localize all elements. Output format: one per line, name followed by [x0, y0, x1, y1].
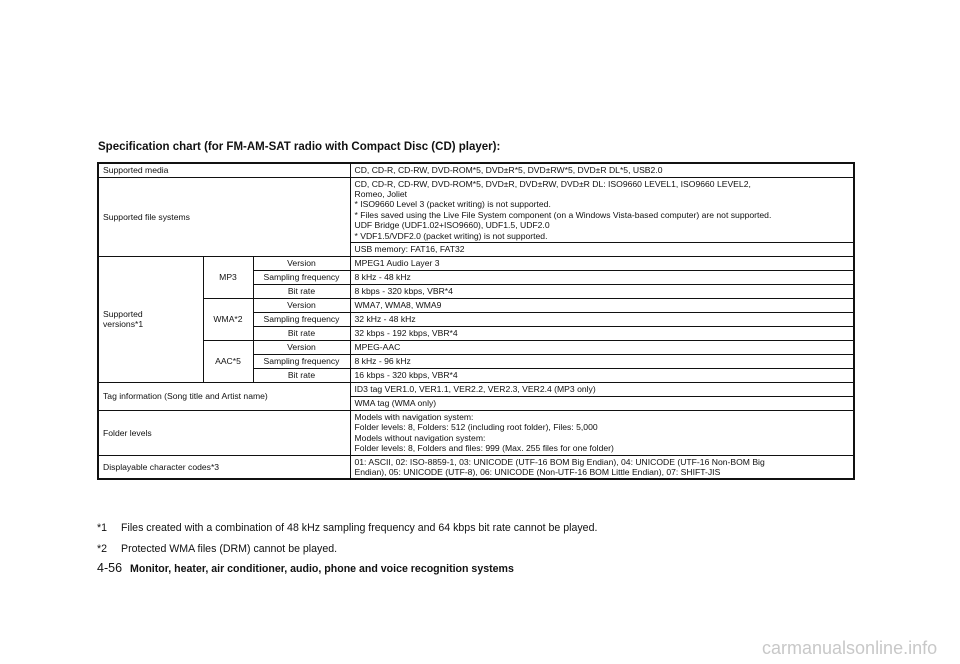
footnote-mark: *2: [97, 542, 108, 555]
row-value: [350, 410, 854, 455]
chart-title: Specification chart (for FM-AM-SAT radio with Compact Disc (CD) player):: [98, 141, 501, 153]
param-value: 8 kbps - 320 kbps, VBR*4: [350, 284, 854, 298]
page-number: 4-56: [97, 561, 123, 575]
row-label: Folder levels: [98, 410, 350, 455]
value-line: CD, CD-R, CD-RW, DVD-ROM*5, DVD±R, DVD±RW, DVD±R DL: ISO9660 LEVEL1, ISO9660 LEVEL2,: [354, 178, 751, 189]
row-label: Tag information (Song title and Artist name): [98, 382, 350, 410]
versions-label: [98, 256, 203, 382]
param-label: Sampling frequency: [253, 270, 350, 284]
versions-label-line: versions*1: [103, 319, 144, 330]
table-row: [98, 455, 854, 479]
footnote-mark: *1: [97, 521, 108, 534]
format-name: AAC*5: [203, 340, 253, 382]
table-row: [98, 382, 854, 396]
param-label: Bit rate: [253, 284, 350, 298]
value-line: Endian), 05: UNICODE (UTF-8), 06: UNICODE (Non-UTF-16 BOM Little Endian), 07: SHIFT-JIS: [354, 466, 721, 477]
value-line: UDF Bridge (UDF1.02+ISO9660), UDF1.5, UDF2.0: [354, 220, 550, 231]
row-label: Supported file systems: [98, 177, 350, 256]
row-label: Supported media: [98, 163, 350, 177]
row-value: [350, 455, 854, 479]
param-value: 32 kbps - 192 kbps, VBR*4: [350, 326, 854, 340]
table-row: [98, 177, 854, 242]
footnote: [97, 538, 597, 559]
param-value: 32 kHz - 48 kHz: [350, 312, 854, 326]
footnote-text: Protected WMA files (DRM) cannot be played.: [121, 542, 338, 555]
value-line: * VDF1.5/VDF2.0 (packet writing) is not supported.: [354, 230, 548, 241]
spec-table: [97, 162, 855, 480]
format-name: MP3: [203, 256, 253, 298]
param-label: Sampling frequency: [253, 312, 350, 326]
section-title: Monitor, heater, air conditioner, audio, phone and voice recognition systems: [130, 563, 514, 575]
param-label: Version: [253, 298, 350, 312]
param-value: 16 kbps - 320 kbps, VBR*4: [350, 368, 854, 382]
page-footer: [97, 561, 514, 575]
table-row: [98, 340, 854, 354]
table-row: [98, 410, 854, 455]
value-line: 01: ASCII, 02: ISO-8859-1, 03: UNICODE (UTF-16 BOM Big Endian), 04: UNICODE (UTF-16 Non-BOM Big: [354, 456, 765, 467]
value-line: Romeo, Joliet: [354, 188, 408, 199]
row-value: USB memory: FAT16, FAT32: [350, 242, 854, 256]
versions-label-line: Supported: [103, 309, 143, 320]
footnotes: [97, 517, 597, 559]
table-row: [98, 256, 854, 270]
param-value: 8 kHz - 96 kHz: [350, 354, 854, 368]
value-line: Folder levels: 8, Folders: 512 (including root folder), Files: 5,000: [354, 422, 598, 433]
row-label: Displayable character codes*3: [98, 455, 350, 479]
row-value: WMA tag (WMA only): [350, 396, 854, 410]
value-line: * ISO9660 Level 3 (packet writing) is not supported.: [354, 199, 551, 210]
format-name: WMA*2: [203, 298, 253, 340]
param-label: Version: [253, 256, 350, 270]
table-row: [98, 298, 854, 312]
row-value: [350, 177, 854, 242]
table-row: [98, 163, 854, 177]
row-value: ID3 tag VER1.0, VER1.1, VER2.2, VER2.3, VER2.4 (MP3 only): [350, 382, 854, 396]
param-value: WMA7, WMA8, WMA9: [350, 298, 854, 312]
param-label: Bit rate: [253, 368, 350, 382]
value-line: Models without navigation system:: [354, 432, 486, 443]
watermark: carmanualsonline.info: [762, 638, 938, 658]
param-label: Version: [253, 340, 350, 354]
value-line: Folder levels: 8, Folders and files: 999 (Max. 255 files for one folder): [354, 443, 614, 454]
param-value: 8 kHz - 48 kHz: [350, 270, 854, 284]
footnote: [97, 517, 597, 538]
param-label: Sampling frequency: [253, 354, 350, 368]
param-label: Bit rate: [253, 326, 350, 340]
param-value: MPEG1 Audio Layer 3: [350, 256, 854, 270]
param-value: MPEG-AAC: [350, 340, 854, 354]
footnote-text: Files created with a combination of 48 kHz sampling frequency and 64 kbps bit rate cannot be played.: [121, 521, 598, 534]
value-line: * Files saved using the Live File System component (on a Windows Vista-based computer) are not supported.: [354, 209, 772, 220]
row-value: CD, CD-R, CD-RW, DVD-ROM*5, DVD±R*5, DVD±RW*5, DVD±R DL*5, USB2.0: [350, 163, 854, 177]
value-line: Models with navigation system:: [354, 411, 474, 422]
